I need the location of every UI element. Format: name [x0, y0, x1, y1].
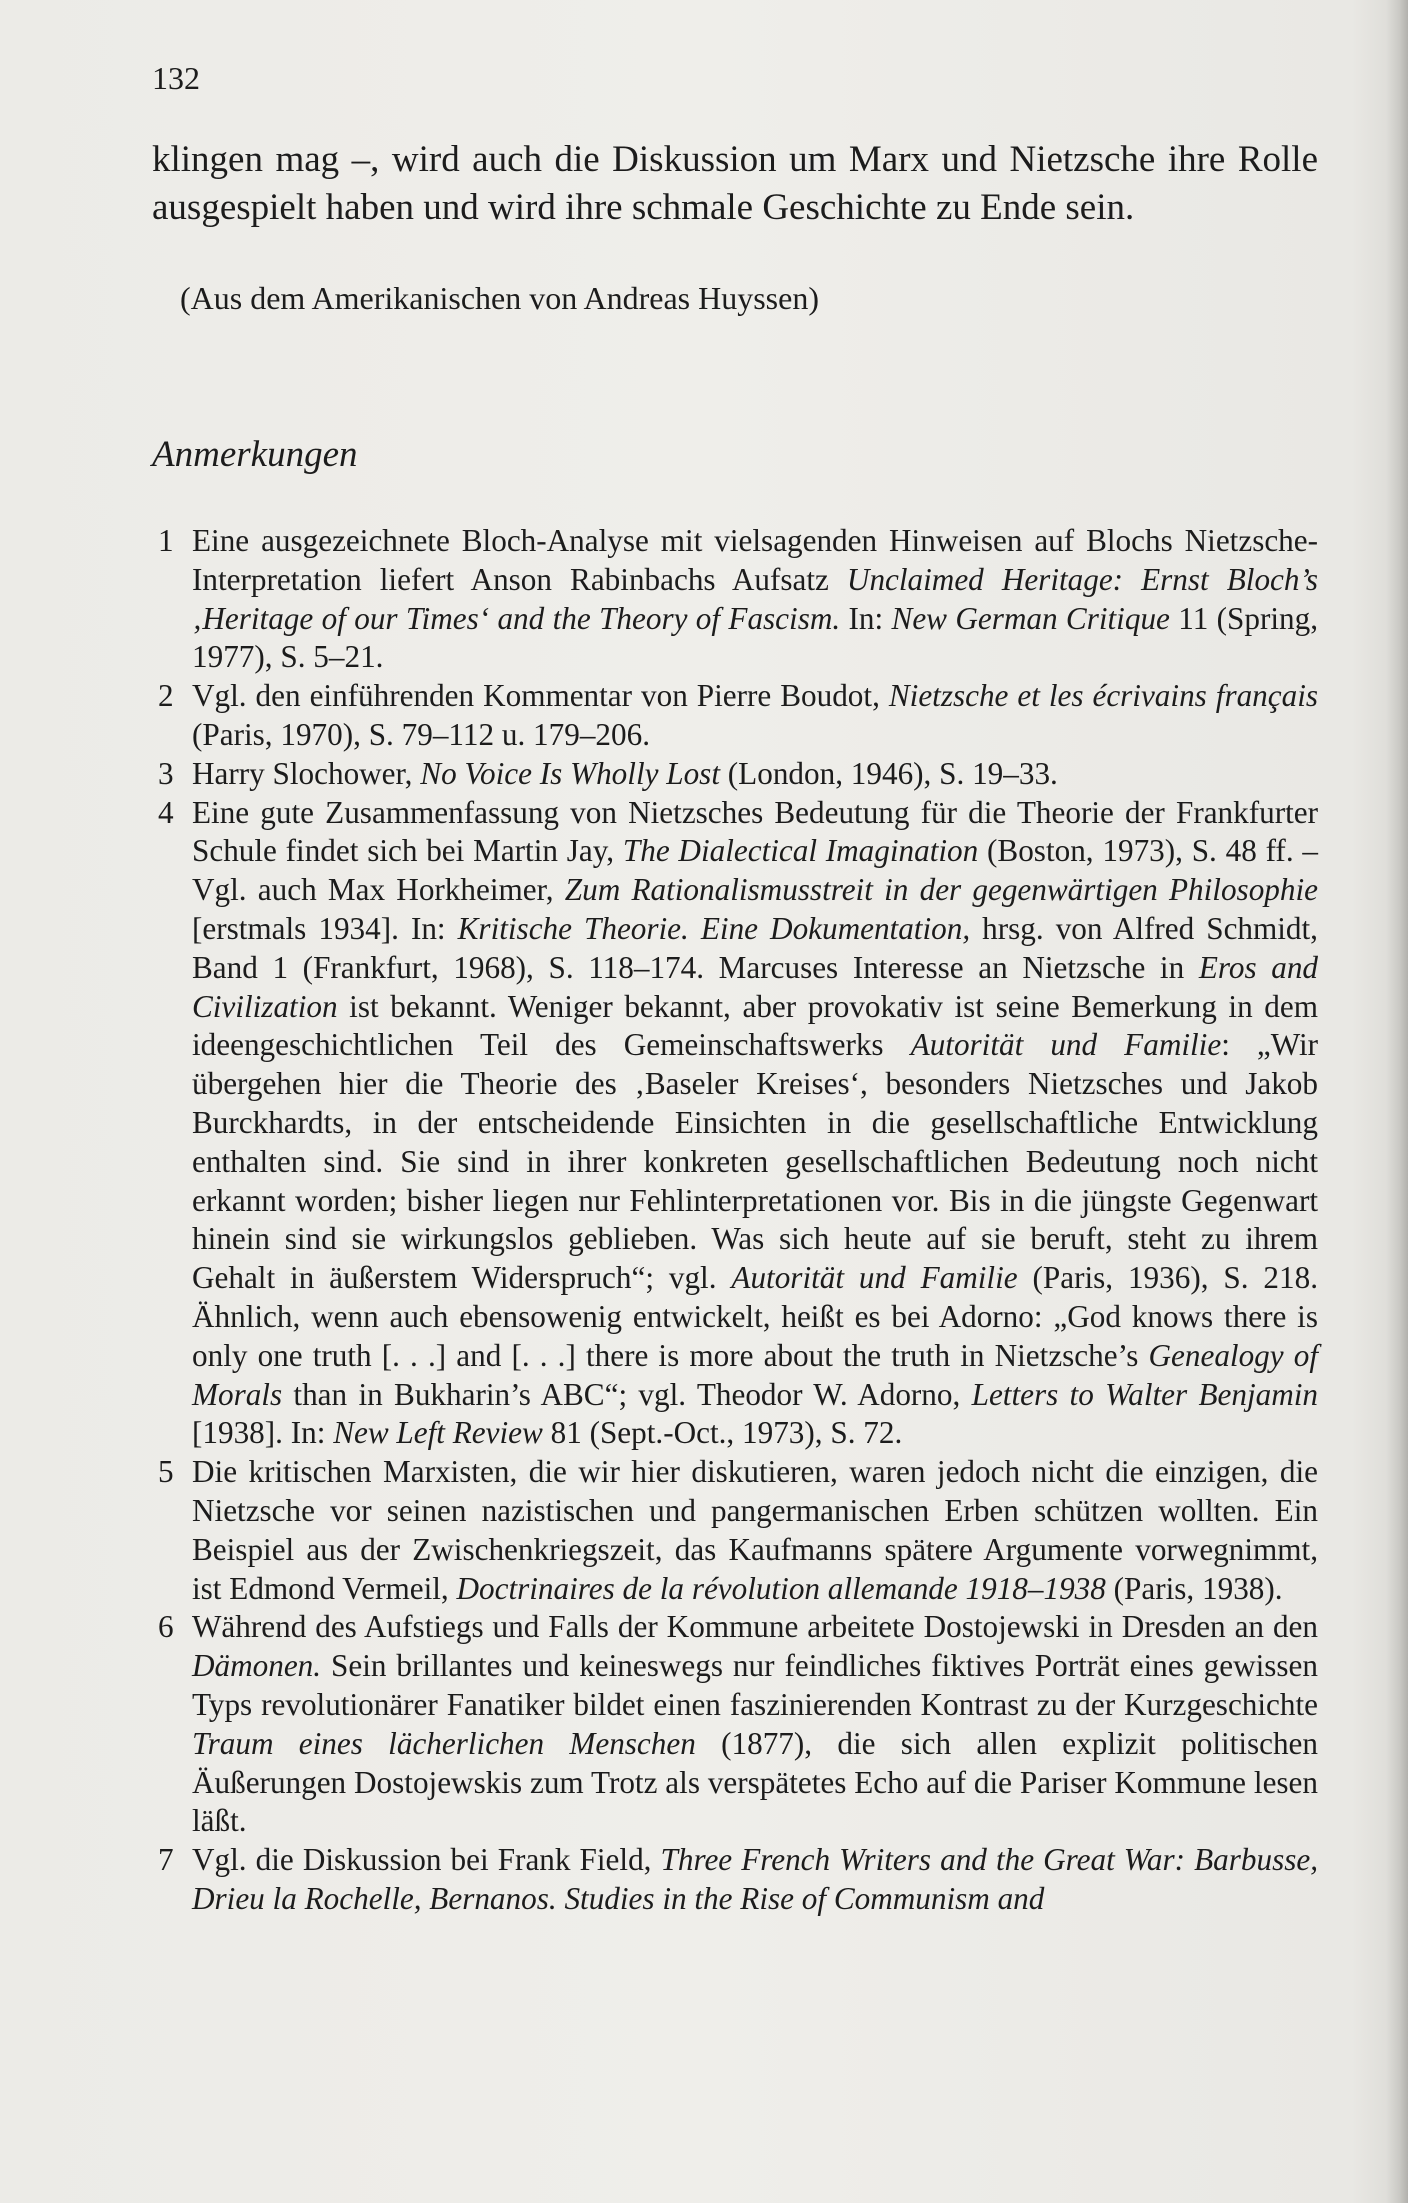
footnote-text-run: Die kritischen Marxisten, die wir hier diskutieren, waren jedoch nicht die einzigen, die Nietzsche vor seinen nazistischen und pangermanischen Erben schützen wollten. Ein Beispiel aus der Zwischenkriegszeit, das Kaufmanns spätere Argumente vorwegnimmt, ist Edmond Vermeil,	[192, 1454, 1318, 1606]
footnote-italic-title: Letters to Walter Benjamin	[971, 1376, 1318, 1412]
footnote	[152, 1608, 1318, 1841]
footnote-italic-title: Three French Writers and the Great War: Barbusse, Drieu la Rochelle, Bernanos. Studies in the Rise of Communism and	[192, 1842, 1318, 1916]
footnote-italic-title: New Left Review	[333, 1415, 543, 1451]
footnote-text-run: 11 (Spring, 1977), S. 5–21.	[192, 600, 1319, 675]
section-heading: Anmerkungen	[152, 434, 358, 475]
footnote-text-run: In:	[840, 600, 892, 636]
translation-note: (Aus dem Amerikanischen von Andreas Huyssen)	[180, 280, 819, 316]
footnote	[152, 1453, 1318, 1608]
footnote-italic-title: Dämonen.	[192, 1648, 322, 1684]
footnote-number: 7	[158, 1842, 174, 1878]
footnote-text-run: [1938]. In:	[192, 1415, 334, 1451]
footnote-text	[192, 794, 1318, 1454]
body-paragraph-text: klingen mag –, wird auch die Diskussion um Marx und Nietzsche ihre Rolle ausgespielt haben und wird ihre schmale Geschichte zu Ende sein.	[152, 139, 1318, 228]
footnote	[152, 1841, 1318, 1919]
footnote-italic-title: Traum eines lächerlichen Menschen	[192, 1725, 696, 1761]
footnote-text-run: Vgl. den einführenden Kommentar von Pierre Boudot,	[192, 678, 889, 714]
footnote-number: 4	[158, 794, 174, 830]
footnote-italic-title: No Voice Is Wholly Lost	[420, 755, 720, 791]
footnote-italic-title: Doctrinaires de la révolution allemande 1918–1938	[456, 1570, 1106, 1606]
footnote-number: 3	[158, 755, 174, 791]
footnote-text-run: (Paris, 1970), S. 79–112 u. 179–206.	[192, 716, 650, 752]
footnote-italic-title: Autorität und Familie	[910, 1027, 1222, 1063]
footnote-text-run: [erstmals 1934]. In:	[192, 910, 458, 946]
footnote-text-run: Sein brillantes und keineswegs nur feindliches fiktives Porträt eines gewissen Typs revolutionärer Fanatiker bildet einen faszinierenden Kontrast zu der Kurzgeschichte	[192, 1648, 1318, 1722]
footnote-text-run: Eine gute Zusammenfassung von Nietzsches Bedeutung für die Theorie der Frankfurter Schule findet sich bei Martin Jay,	[192, 794, 1318, 869]
footnote	[152, 522, 1318, 677]
footnote	[152, 755, 1318, 794]
footnote-text	[192, 755, 1318, 794]
footnote-text-run: Vgl. die Diskussion bei Frank Field,	[192, 1842, 661, 1878]
footnote-italic-title: Unclaimed Heritage: Ernst Bloch’s ‚Heritage of our Times‘ and the Theory of Fascism.	[192, 561, 1318, 636]
footnote-italic-title: Eros and Civilization	[192, 949, 1319, 1024]
body-paragraph	[152, 136, 1318, 232]
footnote-text-run: : „Wir übergehen hier die Theorie des ‚Baseler Kreises‘, besonders Nietzsches und Jakob Burckhardts, in der entscheidende Einsichten in die gesellschaftliche Entwicklung enthalten sind. Sie sind in ihrer konkreten gesellschaftlichen Bedeutung noch nicht erkannt worden; bisher liegen nur Fehlinterpretationen vor. Bis in die jüngste Gegenwart hinein sind sie wirkungslos geblieben. Was sich heute auf sie beruft, steht zu ihrem Gehalt in äußerstem Widerspruch“; vgl.	[192, 1027, 1318, 1296]
footnote-italic-title: New German Critique	[891, 600, 1170, 636]
footnote-italic-title: Autorität und Familie	[731, 1260, 1018, 1296]
footnote-text-run: (1877), die sich allen explizit politischen Äußerungen Dostojewskis zum Trotz als verspätetes Echo auf die Pariser Kommune lesen läßt.	[192, 1725, 1318, 1839]
footnote-italic-title: Kritische Theorie. Eine Dokumentation,	[457, 910, 971, 946]
footnote-text	[192, 1841, 1318, 1919]
footnote	[152, 794, 1318, 1454]
footnote-italic-title: Genealogy of Morals	[192, 1337, 1318, 1412]
footnote-text	[192, 1608, 1318, 1841]
footnote-text-run: (Boston, 1973), S. 48 ff. – Vgl. auch Max Horkheimer,	[192, 833, 1318, 908]
footnote-italic-title: Zum Rationalismusstreit in der gegenwärtigen Philosophie	[564, 872, 1318, 908]
footnote-italic-title: Nietzsche et les écrivains français	[888, 678, 1319, 714]
footnote	[152, 677, 1318, 755]
footnote-number: 1	[158, 523, 174, 558]
footnote-text-run: Harry Slochower,	[192, 755, 421, 791]
footnote-text-run: Während des Aufstiegs und Falls der Kommune arbeitete Dostojewski in Dresden an den	[192, 1609, 1318, 1645]
footnote-number: 5	[158, 1454, 174, 1490]
footnote-number: 2	[158, 678, 174, 714]
footnote-text-run: Eine ausgezeichnete Bloch-Analyse mit vielsagenden Hinweisen auf Blochs Nietzsche-Interpretation liefert Anson Rabinbachs Aufsatz	[192, 523, 1318, 597]
footnote-text	[192, 1453, 1318, 1608]
footnote-number: 6	[158, 1609, 174, 1645]
footnote-text	[192, 677, 1318, 755]
footnote-text-run: hrsg. von Alfred Schmidt, Band 1 (Frankfurt, 1968), S. 118–174. Marcuses Interesse an Nietzsche in	[192, 910, 1318, 985]
footnote-text-run: (Paris, 1936), S. 218. Ähnlich, wenn auch ebensowenig entwickelt, heißt es bei Adorno: „God knows there is only one truth [. . .] and [. . .] there is more about the truth in Nietzsche’s	[192, 1260, 1318, 1373]
footnote-italic-title: The Dialectical Imagination	[622, 833, 979, 869]
page-number: 132	[152, 60, 200, 96]
spine-shadow	[1386, 0, 1408, 2203]
footnote-text-run: (Paris, 1938).	[1105, 1570, 1283, 1606]
footnote-text-run: ist bekannt. Weniger bekannt, aber provokativ ist seine Bemerkung in dem ideengeschichtlichen Teil des Gemeinschaftswerks	[192, 988, 1318, 1063]
footnote-text-run: (London, 1946), S. 19–33.	[720, 755, 1058, 791]
notes-list	[152, 522, 1318, 1919]
footnote-text	[192, 522, 1318, 677]
footnote-text-run: 81 (Sept.-Oct., 1973), S. 72.	[542, 1415, 903, 1451]
footnote-text-run: than in Bukharin’s ABC“; vgl. Theodor W. Adorno,	[282, 1376, 972, 1412]
